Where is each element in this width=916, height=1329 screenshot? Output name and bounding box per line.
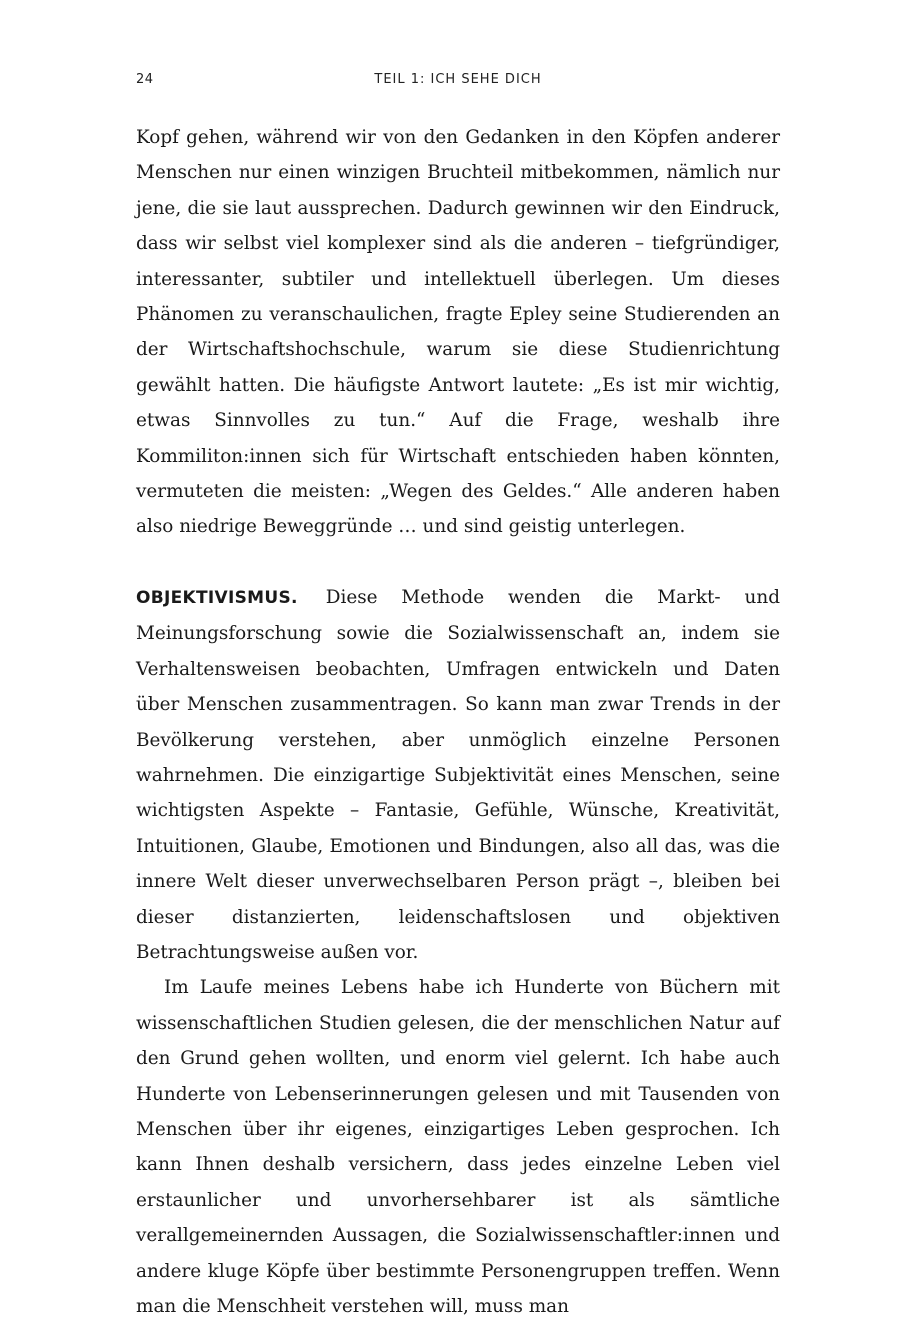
paragraph-objektivismus <box>136 580 780 970</box>
paragraph-3: Im Laufe meines Lebens habe ich Hunderte von Büchern mit wissenschaftlichen Studien gelesen, die der menschlichen Natur auf den Grund gehen wollten, und enorm viel gelernt. Ich habe auch Hunderte von Lebenserinnerungen gelesen und mit Tausenden von Menschen über ihr eigenes, einzigartiges Leben gesprochen. Ich kann Ihnen deshalb versichern, dass jedes einzelne Leben viel erstaunlicher und unvorhersehbarer ist als sämtliche verallgemeinernden Aussagen, die Sozialwissenschaftler:innen und andere kluge Köpfe über bestimmte Personengruppen treffen. Wenn man die Menschheit verstehen will, muss man <box>136 977 780 1317</box>
body-text <box>136 120 780 1324</box>
paragraph-2-text: Diese Methode wenden die Markt- und Meinungsforschung sowie die Sozialwissenschaft an, indem sie Verhaltensweisen beobachten, Umfragen entwickeln und Daten über Menschen zusammentragen. So kann man zwar Trends in der Bevölkerung verstehen, aber unmöglich einzelne Personen wahrnehmen. Die einzigartige Subjektivität eines Menschen, seine wichtigsten Aspekte – Fantasie, Gefühle, Wünsche, Kreativität, Intuitionen, Glaube, Emotionen und Bindungen, also all das, was die innere Welt dieser unverwechselbaren Person prägt –, bleiben bei dieser distanzierten, leidenschaftslosen und objektiven Betrachtungsweise außen vor. <box>136 586 780 963</box>
paragraph-1: Kopf gehen, während wir von den Gedanken in den Köpfen anderer Menschen nur einen winzigen Bruchteil mitbekommen, nämlich nur jene, die sie laut aussprechen. Dadurch gewinnen wir den Eindruck, dass wir selbst viel komplexer sind als die anderen – tiefgründiger, interessanter, subtiler und intellektuell überlegen. Um dieses Phänomen zu veranschaulichen, fragte Epley seine Studierenden an der Wirtschaftshochschule, warum sie diese Studienrichtung gewählt hatten. Die häufigste Antwort lautete: „Es ist mir wichtig, etwas Sinnvolles zu tun.“ Auf die Frage, weshalb ihre Kommiliton:innen sich für Wirtschaft entschieden haben könnten, vermuteten die meisten: „Wegen des Geldes.“ Alle anderen haben also niedrige Beweggründe … und sind geistig unterlegen. <box>136 127 780 538</box>
section-run-in-heading: OBJEKTIVISMUS. <box>136 587 298 608</box>
page-number: 24 <box>136 72 154 87</box>
running-head: TEIL 1: ICH SEHE DICH <box>374 72 542 87</box>
